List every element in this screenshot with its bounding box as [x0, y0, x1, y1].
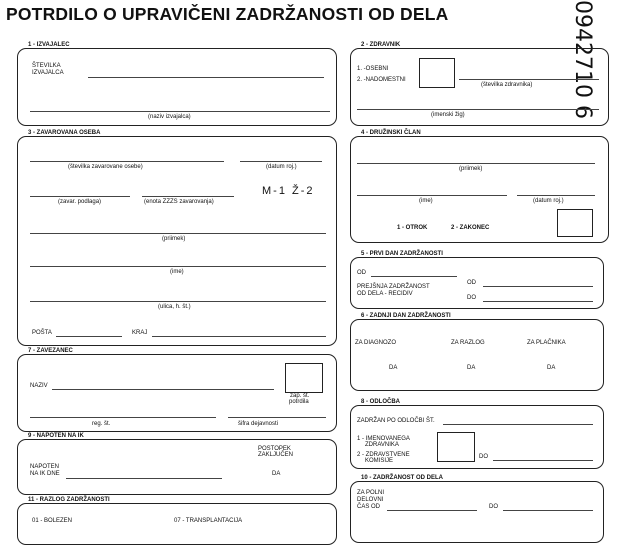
field-ime[interactable] — [30, 266, 326, 267]
label-stevilka-zdravnika: (številka zdravnika) — [481, 82, 533, 88]
label-zavar-podlaga: (zavar. podlaga) — [58, 199, 102, 205]
section-label: 6 - ZADNJI DAN ZADRŽANOSTI — [361, 313, 451, 319]
field-naziv-izvajalca[interactable] — [30, 111, 330, 112]
label-prejsnja-2: OD DELA - RECIDIV — [357, 291, 413, 297]
field-cas-do[interactable] — [503, 510, 593, 511]
field-napoten-dne[interactable] — [66, 478, 222, 479]
field-ulica[interactable] — [30, 301, 326, 302]
section-label: 8 - ODLOČBA — [361, 399, 400, 405]
field-odlocba-do[interactable] — [493, 460, 593, 461]
label-da-placnik: DA — [547, 365, 556, 371]
label-imenski-zig: (imenski žig) — [431, 112, 465, 118]
section-zdravnik — [350, 42, 609, 126]
checkbox-zdravnik-type[interactable] — [419, 58, 455, 88]
section-razlog-zadrzanosti — [17, 497, 337, 545]
label-delovni: DELOVNI — [357, 497, 384, 503]
label-bolezen: 01 - BOLEZEN — [32, 518, 73, 524]
label-stevilka: ŠTEVILKA — [32, 63, 61, 69]
section-zavarovana-oseba — [17, 130, 337, 346]
label-za-razlog: ZA RAZLOG — [451, 340, 485, 346]
field-datum-rojstva[interactable] — [240, 161, 322, 162]
section-izvajalec — [17, 42, 337, 126]
label-zakljucen: ZAKLJUČEN — [258, 452, 294, 458]
label-transplantacija: 07 - TRANSPLANTACIJA — [174, 518, 243, 524]
section-label: 5 - PRVI DAN ZADRŽANOSTI — [361, 251, 443, 257]
section-label: 2 - ZDRAVNIK — [361, 42, 401, 48]
label-enota: (enota ZZZS zavarovanja) — [144, 199, 214, 205]
field-priimek[interactable] — [30, 233, 326, 234]
field-stevilka-izvajalca[interactable] — [88, 77, 324, 78]
section-odlocba — [350, 399, 604, 469]
label-sifra: šifra dejavnosti — [238, 421, 279, 427]
label-nadomestni: 2. -NADOMESTNI — [357, 77, 406, 83]
field-zavar-podlaga[interactable] — [30, 196, 130, 197]
label-osebni: 1. -OSEBNI — [357, 66, 389, 72]
label-ime: (ime) — [170, 269, 184, 275]
field-imenski-zig[interactable] — [357, 109, 599, 110]
label-za-placnika: ZA PLAČNIKA — [527, 340, 566, 346]
label-stevilka-osebe: (številka zavarovane osebe) — [68, 164, 143, 170]
field-reg-st[interactable] — [30, 417, 216, 418]
field-enota-zzzs[interactable] — [142, 196, 234, 197]
label-zakonec: 2 - ZAKONEC — [451, 225, 490, 231]
label-reg-st: reg. št. — [92, 421, 111, 427]
section-druzinski-clan — [350, 130, 609, 243]
gender-code: M-1 Ž-2 — [262, 185, 315, 197]
label-clan-datum: (datum roj.) — [533, 198, 564, 204]
section-zavezanec — [17, 348, 337, 432]
field-recidiv-do[interactable] — [483, 301, 593, 302]
label-recidiv-od: OD — [467, 280, 476, 286]
label-naziv: NAZIV — [30, 383, 48, 389]
label-odlocba-do: DO — [479, 454, 488, 460]
label-clan-priimek: (priimek) — [459, 166, 483, 172]
field-stevilka-zavarovane-osebe[interactable] — [30, 161, 224, 162]
field-sifra-dejavnosti[interactable] — [228, 417, 326, 418]
label-zadrzan: ZADRŽAN PO ODLOČBI ŠT. — [357, 418, 435, 424]
checkbox-clan-type[interactable] — [557, 209, 593, 237]
field-odlocba-st[interactable] — [443, 424, 593, 425]
label-na-ik-dne: NA IK DNE — [30, 471, 60, 477]
label-napoten: NAPOTEN — [30, 464, 60, 470]
label-da-diagnoza: DA — [389, 365, 398, 371]
label-ulica: (ulica, h. št.) — [158, 304, 191, 310]
label-posta: POŠTA — [32, 330, 52, 336]
field-stevilka-zdravnika[interactable] — [459, 79, 599, 80]
label-otrok: 1 - OTROK — [397, 225, 428, 231]
label-cas-od: ČAS OD — [357, 504, 381, 510]
label-postopek-da: DA — [272, 471, 281, 477]
field-kraj[interactable] — [152, 336, 326, 337]
label-zdravnika: ZDRAVNIKA — [365, 442, 399, 448]
label-zdravstvene: 2 - ZDRAVSTVENE — [357, 452, 410, 458]
field-posta[interactable] — [56, 336, 122, 337]
field-clan-ime[interactable] — [357, 195, 507, 196]
section-label: 11 - RAZLOG ZADRŽANOSTI — [28, 497, 110, 503]
section-zadnji-dan — [350, 313, 604, 391]
section-label: 10 - ZADRŽANOST OD DELA — [361, 475, 444, 481]
label-naziv: (naziv izvajalca) — [148, 114, 191, 120]
section-label: 7 - ZAVEZANEC — [28, 348, 73, 354]
checkbox-odlocba-type[interactable] — [437, 432, 475, 462]
section-label: 3 - ZAVAROVANA OSEBA — [28, 130, 101, 136]
field-clan-priimek[interactable] — [357, 163, 595, 164]
label-zap-st: zap. št. — [290, 393, 310, 399]
section-label: 4 - DRUŽINSKI ČLAN — [361, 130, 421, 136]
box-zap-st[interactable] — [285, 363, 323, 393]
section-napoten-ik — [17, 433, 337, 495]
section-prvi-dan — [350, 251, 604, 309]
label-datum-roj: (datum roj.) — [266, 164, 297, 170]
section-label: 1 - IZVAJALEC — [28, 42, 70, 48]
label-potrdila: potrdila — [289, 399, 309, 405]
label-za-polni: ZA POLNI — [357, 490, 385, 496]
label-recidiv-do: DO — [467, 295, 476, 301]
label-priimek: (priimek) — [162, 236, 186, 242]
label-komisije: KOMISIJE — [365, 458, 394, 464]
label-cas-do: DO — [489, 504, 498, 510]
section-zadrzanost-od-dela — [350, 475, 604, 543]
label-da-razlog: DA — [467, 365, 476, 371]
field-prvi-dan-od[interactable] — [371, 276, 457, 277]
label-prejsnja-1: PREJŠNJA ZADRŽANOST — [357, 284, 430, 290]
label-od: OD — [357, 270, 366, 276]
label-postopek: POSTOPEK — [258, 446, 291, 452]
page-title: POTRDILO O UPRAVIČENI ZADRŽANOSTI OD DELA — [6, 4, 449, 24]
label-clan-ime: (ime) — [419, 198, 433, 204]
field-cas-od[interactable] — [387, 510, 477, 511]
label-za-diagnozo: ZA DIAGNOZO — [355, 340, 397, 346]
section-label: 9 - NAPOTEN NA IK — [28, 433, 84, 439]
label-kraj: KRAJ — [132, 330, 148, 336]
field-clan-datum[interactable] — [517, 195, 595, 196]
field-zavezanec-naziv[interactable] — [52, 389, 274, 390]
field-recidiv-od[interactable] — [483, 286, 593, 287]
label-izvajalca: IZVAJALCA — [32, 70, 64, 76]
label-imenovanega: 1 - IMENOVANEGA — [357, 436, 410, 442]
